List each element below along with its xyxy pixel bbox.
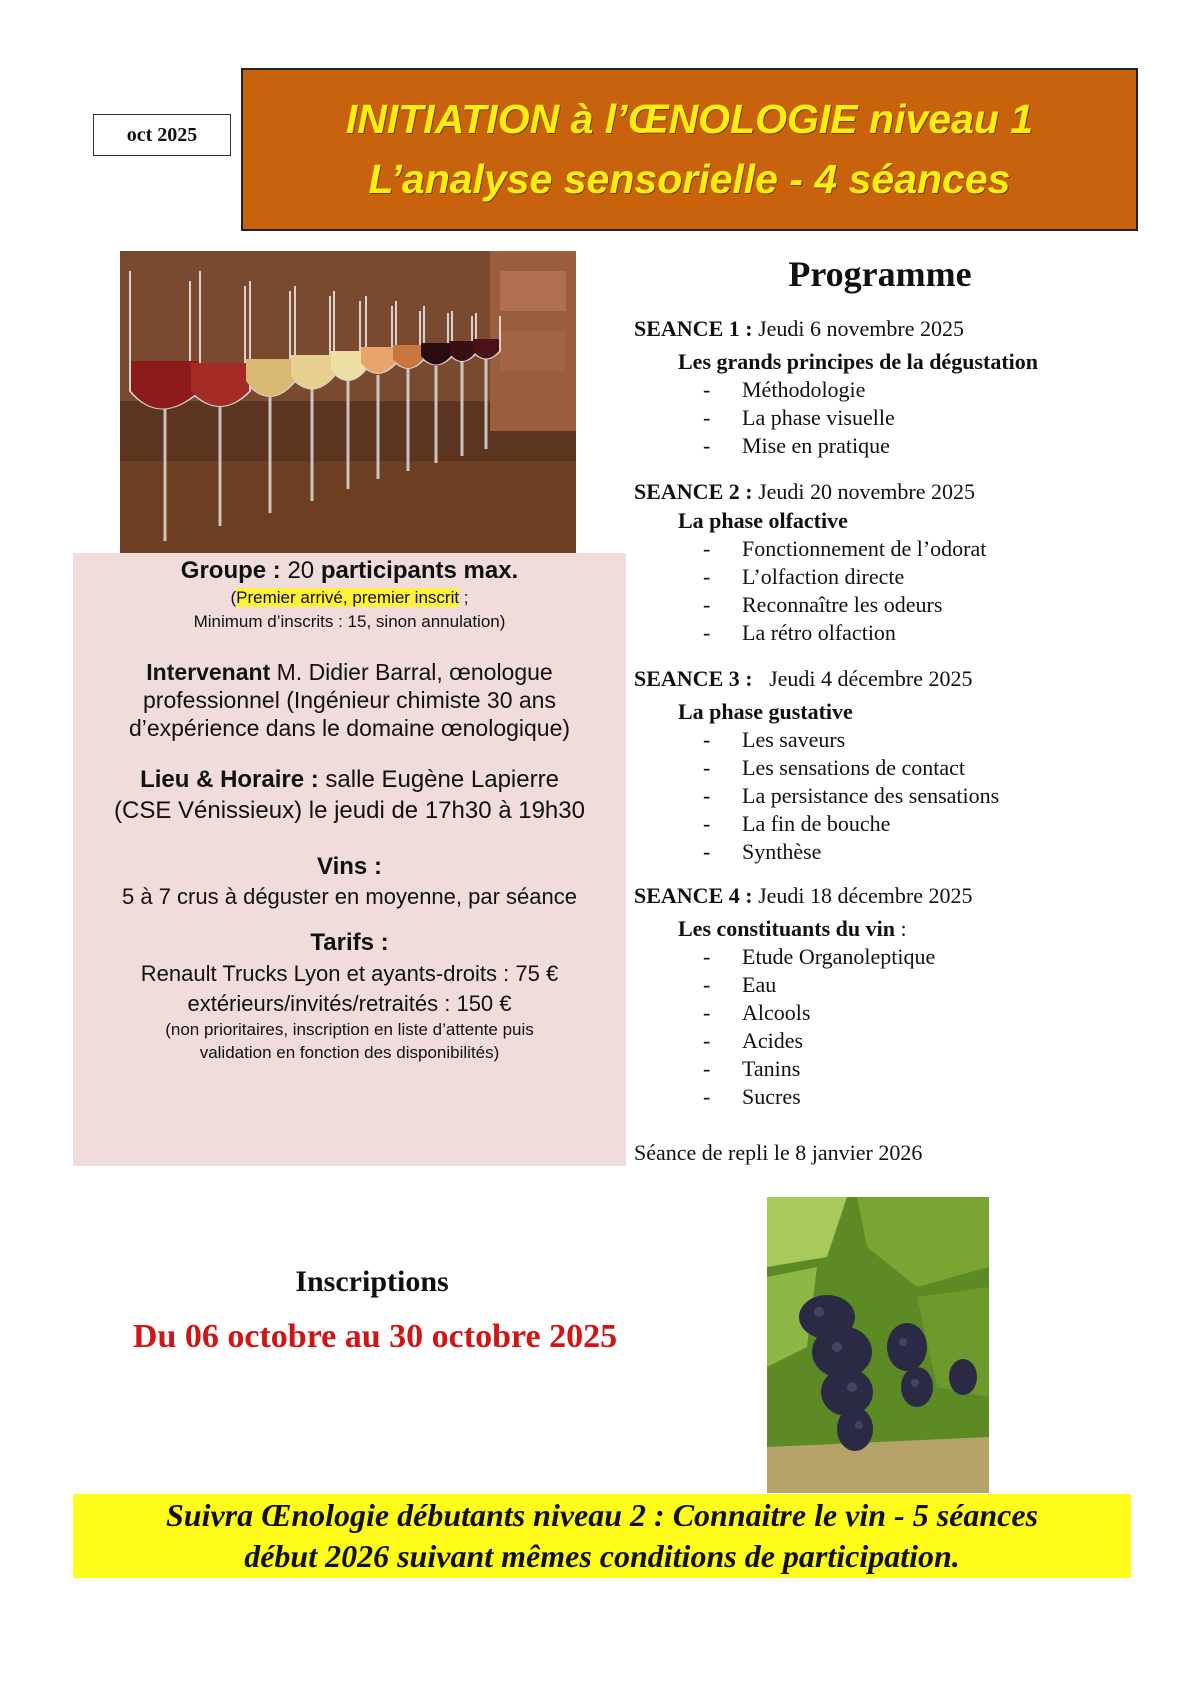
- programme-item-text: Synthèse: [742, 839, 822, 864]
- footer-banner: [73, 1494, 1131, 1578]
- bullet-dash: -: [703, 944, 711, 969]
- groupe-line: [73, 557, 626, 585]
- bullet-dash: -: [703, 377, 711, 402]
- seance-subtitle-4: [678, 916, 907, 942]
- intervenant-line-2: professionnel (Ingénieur chimiste 30 ans: [143, 687, 556, 713]
- seance-label: SEANCE 4 :: [634, 883, 753, 908]
- bullet-dash: -: [703, 592, 711, 617]
- programme-item-text: Mise en pratique: [742, 433, 890, 458]
- footer-line-2: début 2026 suivant mêmes conditions de participation.: [244, 1538, 960, 1574]
- bullet-dash: -: [703, 839, 711, 864]
- vins-label: Vins :: [317, 853, 382, 880]
- programme-item: [703, 839, 821, 865]
- bullet-dash: -: [703, 727, 711, 752]
- first-come-close: ;: [459, 588, 469, 607]
- seance-heading-1: [634, 316, 964, 342]
- programme-item-text: Eau: [742, 972, 777, 997]
- bullet-dash: -: [703, 433, 711, 458]
- programme-item: [703, 783, 999, 809]
- seance-label: SEANCE 1 :: [634, 316, 753, 341]
- programme-item: [703, 564, 904, 590]
- groupe-count: 20: [280, 557, 321, 584]
- programme-item-text: Tanins: [742, 1056, 801, 1081]
- lieu-block: [73, 764, 626, 826]
- groupe-tail: participants max.: [320, 557, 519, 584]
- first-come-line: [73, 588, 626, 608]
- programme-item-text: Les sensations de contact: [742, 755, 965, 780]
- intervenant-line-1: M. Didier Barral, œnologue: [270, 659, 553, 685]
- seance-label: SEANCE 2 :: [634, 479, 753, 504]
- programme-item-text: La persistance des sensations: [742, 783, 1000, 808]
- programme-item-text: Fonctionnement de l’odorat: [742, 536, 987, 561]
- programme-item-text: Acides: [742, 1028, 804, 1053]
- seance-subtitle-text: Les grands principes de la dégustation: [678, 349, 1038, 374]
- programme-item-text: L’olfaction directe: [742, 564, 905, 589]
- programme-item-text: La fin de bouche: [742, 811, 891, 836]
- seance-subtitle-3: [678, 699, 853, 725]
- bullet-dash: -: [703, 1000, 711, 1025]
- programme-item: [703, 620, 896, 646]
- programme-item: [703, 755, 965, 781]
- seance-label: SEANCE 3 :: [634, 666, 753, 691]
- tarif-1: Renault Trucks Lyon et ayants-droits : 75 €: [140, 961, 559, 986]
- bullet-dash: -: [703, 1056, 711, 1081]
- bullet-dash: -: [703, 972, 711, 997]
- first-come-open: (: [230, 588, 237, 607]
- footer-line-1: Suivra Œnologie débutants niveau 2 : Connaitre le vin - 5 séances: [165, 1497, 1039, 1533]
- vins-text: 5 à 7 crus à déguster en moyenne, par séance: [122, 884, 577, 909]
- seance-date: Jeudi 18 décembre 2025: [752, 883, 973, 908]
- wine-glasses-photo: [120, 251, 576, 553]
- bullet-dash: -: [703, 405, 711, 430]
- seance-subtitle-tail: :: [895, 916, 907, 941]
- seance-date: Jeudi 4 décembre 2025: [752, 666, 973, 691]
- seance-date: Jeudi 20 novembre 2025: [752, 479, 975, 504]
- bullet-dash: -: [703, 1084, 711, 1109]
- programme-item: [703, 1000, 810, 1026]
- lieu-label: Lieu & Horaire :: [140, 766, 319, 793]
- programme-item-text: La phase visuelle: [742, 405, 895, 430]
- seance-date: Jeudi 6 novembre 2025: [752, 316, 964, 341]
- tarif-note-1: (non prioritaires, inscription en liste d’attente puis: [165, 1020, 534, 1039]
- inscriptions-dates: Du 06 octobre au 30 octobre 2025: [132, 1318, 618, 1355]
- repli-note: Séance de repli le 8 janvier 2026: [634, 1140, 923, 1165]
- programme-item: [703, 1056, 800, 1082]
- title-line-1: INITIATION à l’ŒNOLOGIE niveau 1: [345, 96, 1034, 143]
- programme-item: [703, 727, 845, 753]
- programme-item: [703, 1084, 801, 1110]
- seance-subtitle-text: La phase gustative: [678, 699, 853, 724]
- intervenant-line-3: d’expérience dans le domaine œnologique): [128, 715, 571, 741]
- inscriptions-title: Inscriptions: [295, 1265, 449, 1298]
- seance-subtitle-text: La phase olfactive: [678, 508, 848, 533]
- tarifs-label: Tarifs :: [310, 929, 389, 956]
- title-banner: [241, 68, 1138, 231]
- seance-subtitle-2: [678, 508, 848, 534]
- tarif-2: extérieurs/invités/retraités : 150 €: [187, 991, 512, 1016]
- intervenant-block: [73, 658, 626, 742]
- lieu-line-2: (CSE Vénissieux) le jeudi de 17h30 à 19h30: [114, 797, 585, 824]
- groupe-label: Groupe :: [180, 557, 281, 584]
- first-come-highlight: Premier arrivé, premier inscrit: [236, 588, 460, 607]
- bullet-dash: -: [703, 755, 711, 780]
- programme-item: [703, 944, 935, 970]
- bullet-dash: -: [703, 811, 711, 836]
- lieu-line-1: salle Eugène Lapierre: [318, 766, 559, 793]
- bullet-dash: -: [703, 536, 711, 561]
- wine-glasses-illustration: [120, 251, 576, 553]
- programme-item: [703, 972, 776, 998]
- date-label: oct 2025: [93, 114, 231, 156]
- programme-item-text: Reconnaître les odeurs: [742, 592, 943, 617]
- seance-heading-3: [634, 666, 973, 692]
- programme-item: [703, 377, 865, 403]
- programme-item-text: Etude Organoleptique: [742, 944, 936, 969]
- seance-heading-4: [634, 883, 973, 909]
- programme-item-text: Les saveurs: [742, 727, 846, 752]
- seance-subtitle-1: [678, 349, 1038, 375]
- programme-item: [703, 433, 890, 459]
- programme-item: [703, 811, 890, 837]
- bullet-dash: -: [703, 620, 711, 645]
- seance-heading-2: [634, 479, 975, 505]
- programme-item: [703, 405, 895, 431]
- tarif-note-2: validation en fonction des disponibilités): [199, 1043, 500, 1062]
- programme-title: Programme: [788, 254, 972, 294]
- bullet-dash: -: [703, 564, 711, 589]
- title-line-2: L’analyse sensorielle - 4 séances: [368, 155, 1011, 202]
- programme-item: [703, 1028, 803, 1054]
- programme-item-text: La rétro olfaction: [742, 620, 896, 645]
- minimum-line: Minimum d’inscrits : 15, sinon annulation): [193, 612, 506, 631]
- programme-item-text: Méthodologie: [742, 377, 866, 402]
- intervenant-label: Intervenant: [146, 659, 271, 685]
- bullet-dash: -: [703, 783, 711, 808]
- grapes-photo: [767, 1197, 989, 1493]
- seance-subtitle-text: Les constituants du vin: [678, 916, 896, 941]
- programme-item: [703, 592, 942, 618]
- info-panel: [73, 553, 626, 1166]
- grapes-illustration: [767, 1197, 989, 1493]
- programme-item: [703, 536, 986, 562]
- programme-item-text: Alcools: [742, 1000, 811, 1025]
- programme-item-text: Sucres: [742, 1084, 801, 1109]
- bullet-dash: -: [703, 1028, 711, 1053]
